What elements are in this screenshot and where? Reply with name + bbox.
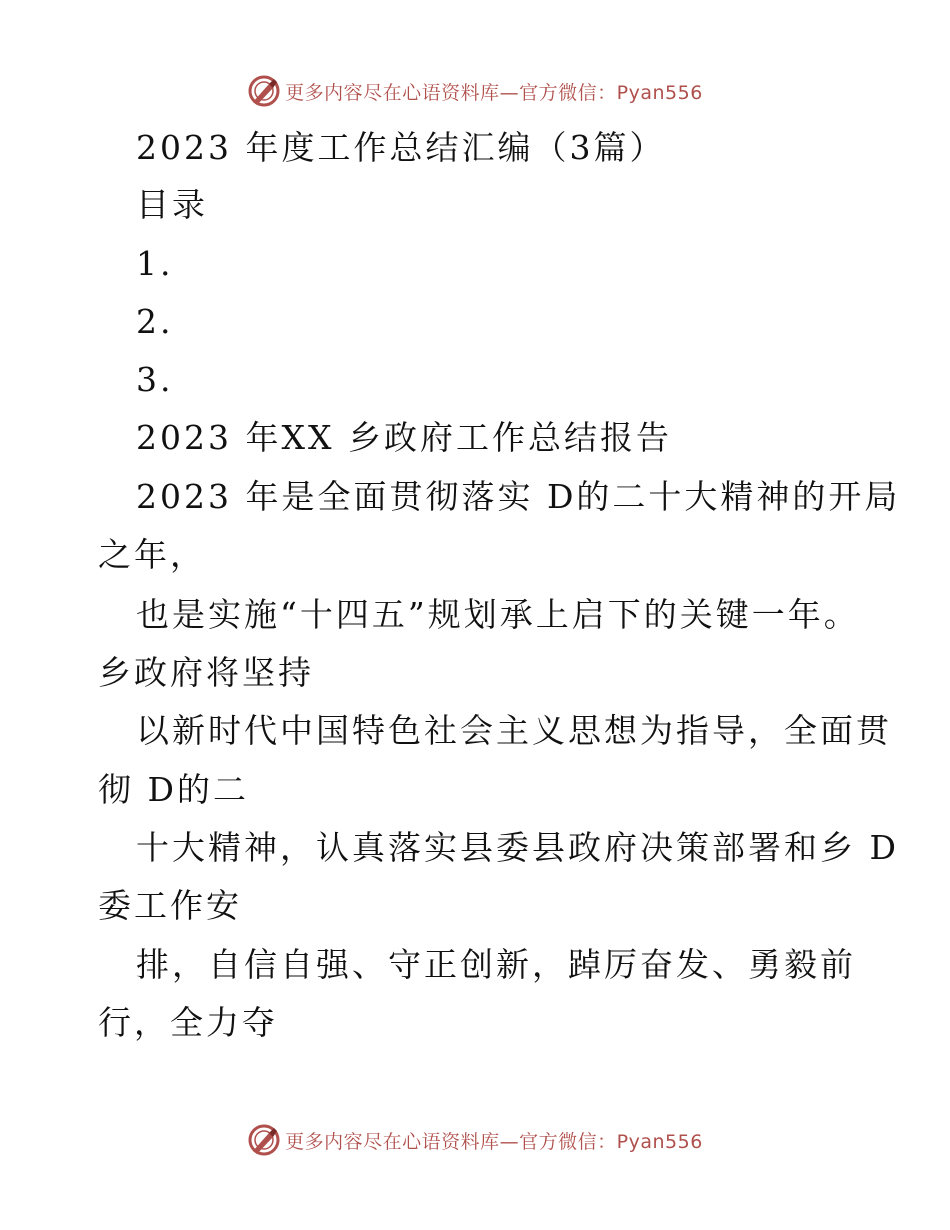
paragraph-line: 也是实施“十四五”规划承上启下的关键一年。 [136,595,860,634]
paragraph-line: 排，自信自强、守正创新，踔厉奋发、勇毅前 [136,945,856,984]
paragraph-line: 2023 年是全面贯彻落实 D的二十大精神的开局 [136,477,901,516]
watermark-text: 更多内容尽在心语资料库—官方微信：Pyan556 [285,81,703,104]
paragraph-line: 彻 D的二 [98,770,249,809]
watermark-text: 更多内容尽在心语资料库—官方微信：Pyan556 [285,1130,703,1153]
paragraph-line: 行，全力夺 [98,1003,278,1042]
pen-logo-icon [247,1123,281,1157]
paragraph-line: 委工作安 [98,886,242,925]
section-heading: 2023 年XX 乡政府工作总结报告 [136,418,672,457]
toc-heading: 目录 [136,185,208,224]
toc-item: 2. [136,302,174,341]
paragraph-line: 十大精神，认真落实县委县政府决策部署和乡 D [136,828,899,867]
toc-item: 1. [136,244,174,283]
paragraph-line: 以新时代中国特色社会主义思想为指导，全面贯 [136,711,892,750]
toc-item: 3. [136,360,174,399]
paragraph-line: 乡政府将坚持 [98,653,314,692]
footer-watermark [0,1120,950,1160]
document-title: 2023 年度工作总结汇编（3篇） [136,128,666,167]
paragraph-line: 之年， [98,535,206,574]
